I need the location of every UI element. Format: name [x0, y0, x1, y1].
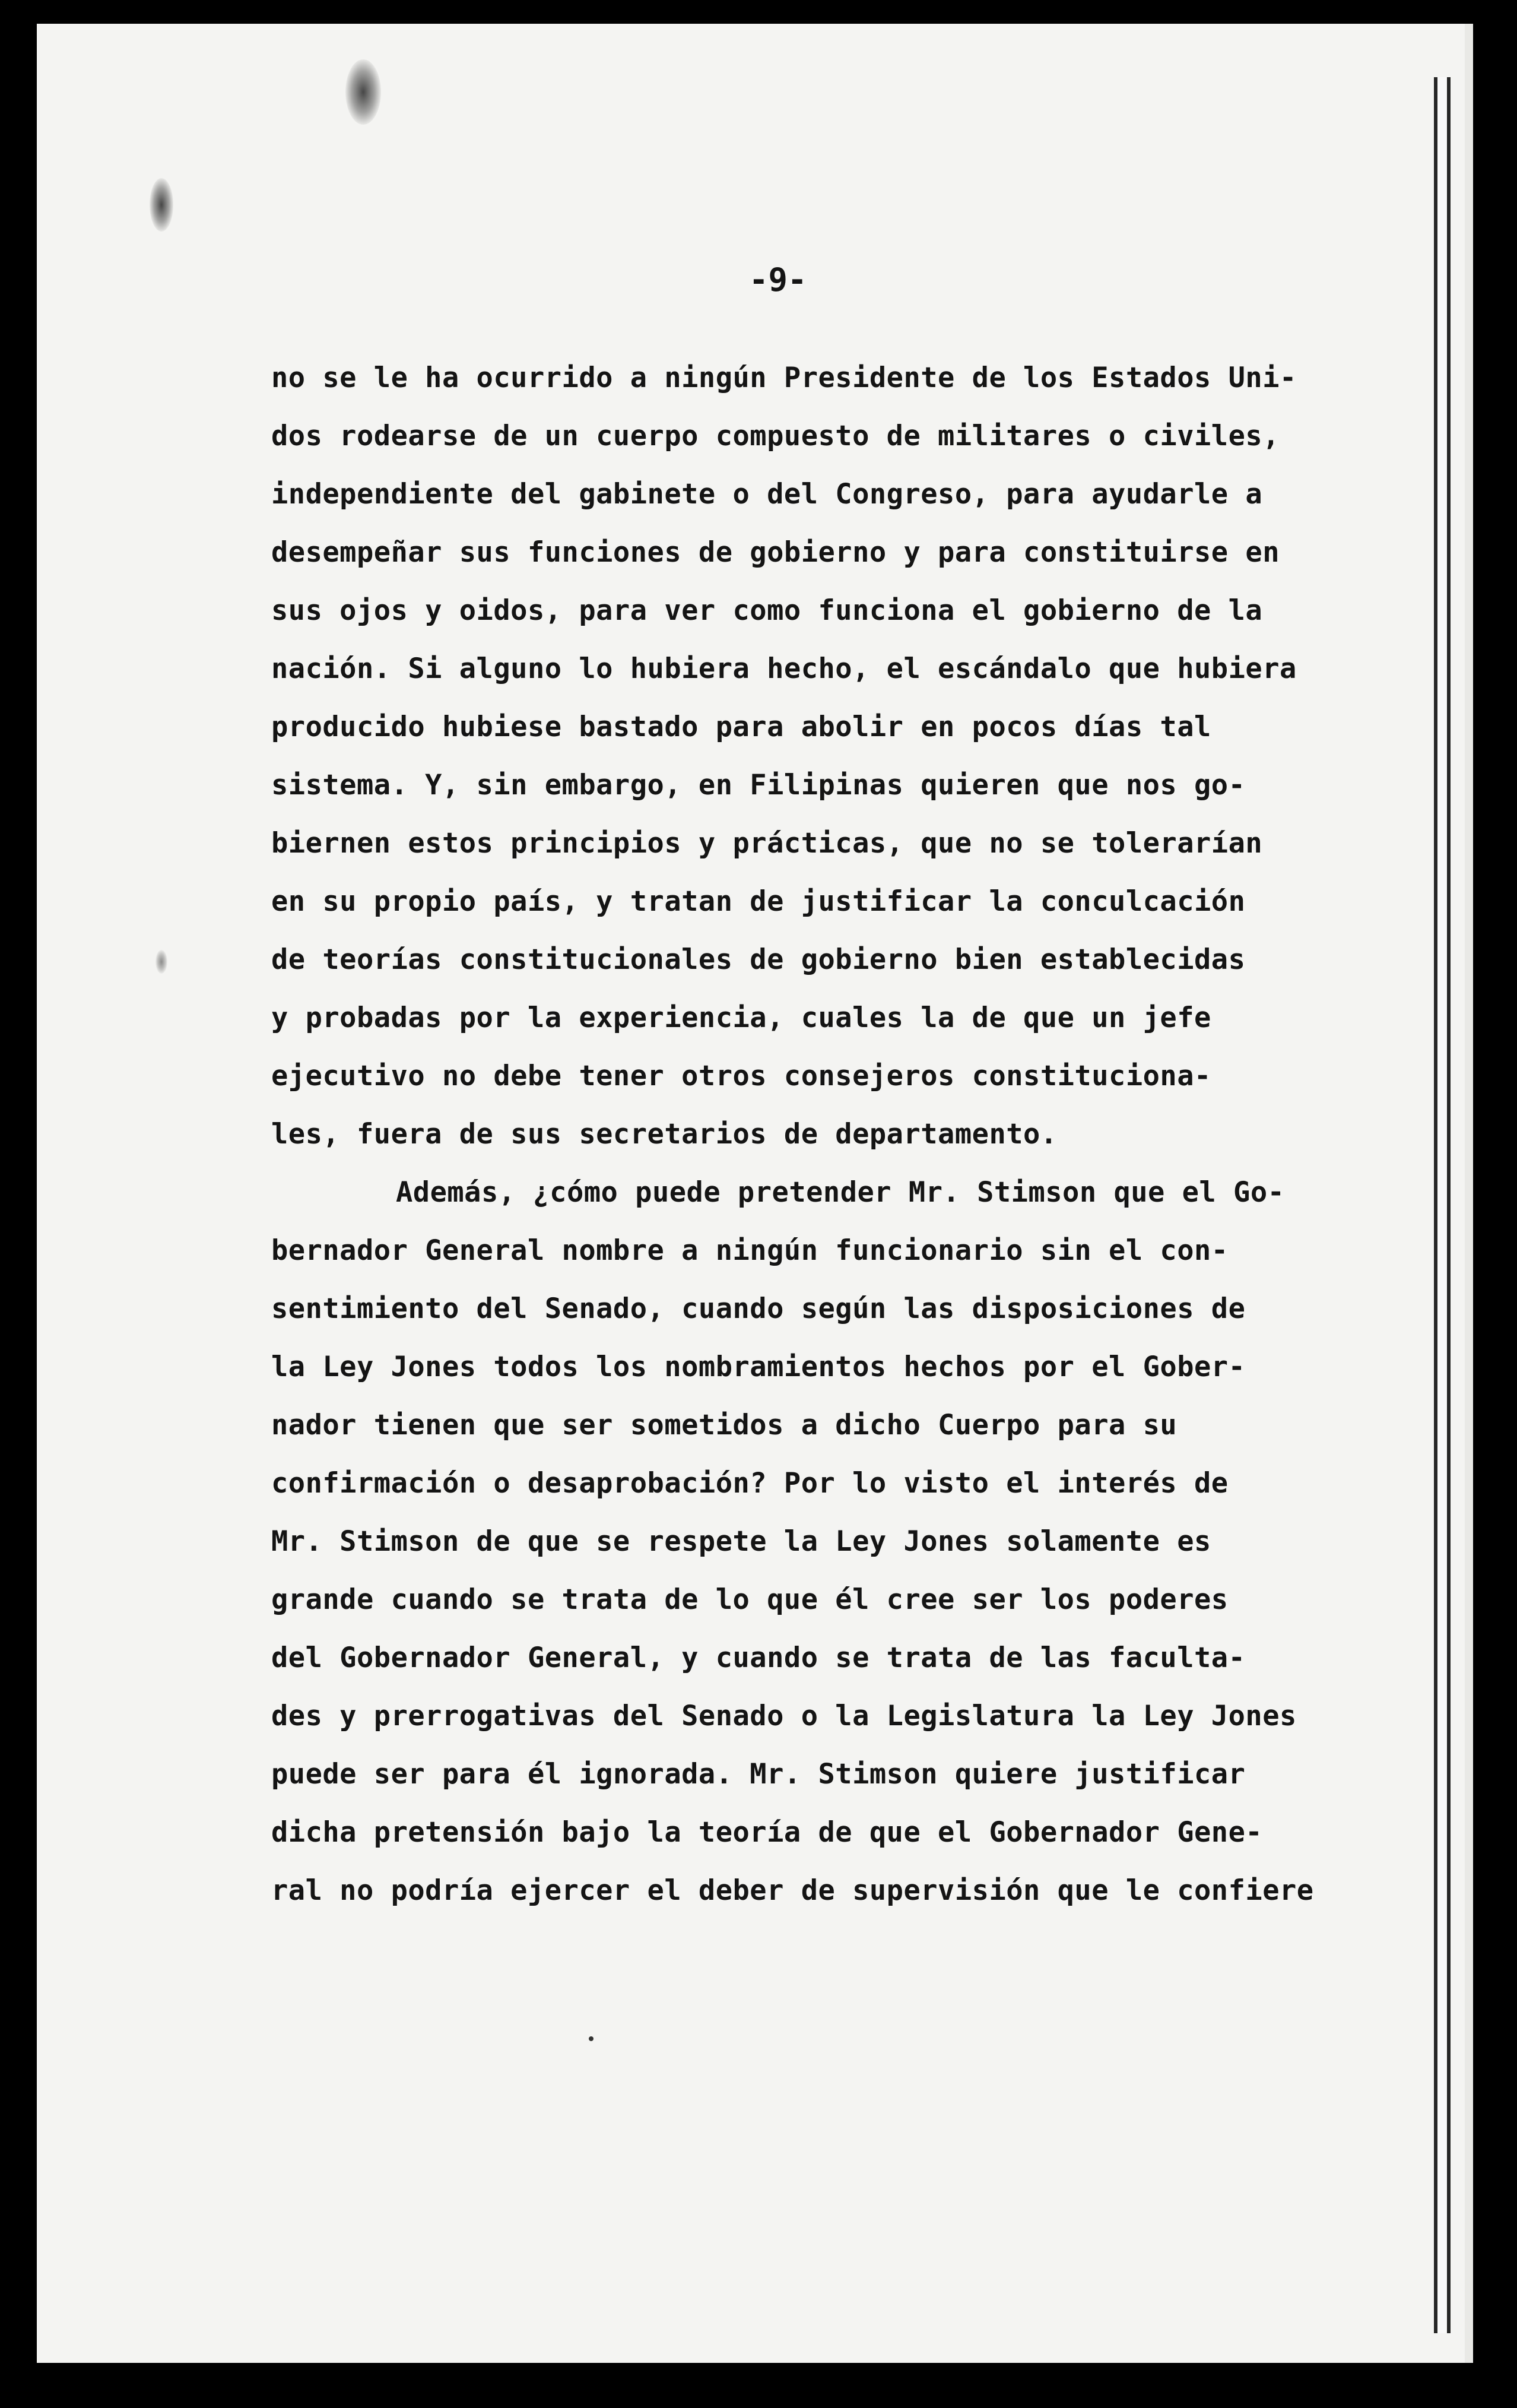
text-line: desempeñar sus funciones de gobierno y para constituirse en [271, 536, 1280, 569]
text-line: bernador General nombre a ningún funcionario sin el con- [271, 1234, 1229, 1267]
text-line: sistema. Y, sin embargo, en Filipinas quieren que nos go- [271, 769, 1246, 801]
text-line: ejecutivo no debe tener otros consejeros constituciona- [271, 1060, 1211, 1092]
ink-smudge [155, 950, 167, 974]
text-line: del Gobernador General, y cuando se trata de las faculta- [271, 1642, 1246, 1674]
text-line: nación. Si alguno lo hubiera hecho, el escándalo que hubiera [271, 652, 1297, 685]
text-line: la Ley Jones todos los nombramientos hechos por el Gober- [271, 1351, 1246, 1383]
text-line: nador tienen que ser sometidos a dicho Cuerpo para su [271, 1409, 1178, 1441]
text-line: puede ser para él ignorada. Mr. Stimson quiere justificar [271, 1758, 1246, 1791]
text-line: biernen estos principios y prácticas, que no se tolerarían [271, 827, 1263, 860]
page-number: -9- [749, 261, 807, 299]
text-line: les, fuera de sus secretarios de departamento. [271, 1118, 1058, 1151]
document-body [271, 349, 1417, 1920]
text-line: dicha pretensión bajo la teoría de que el Gobernador Gene- [271, 1816, 1263, 1849]
ink-smudge [345, 59, 381, 125]
text-line: y probadas por la experiencia, cuales la de que un jefe [271, 1002, 1211, 1034]
text-line: producido hubiese bastado para abolir en pocos días tal [271, 711, 1211, 743]
page-edge [1434, 77, 1451, 2333]
document-page [37, 24, 1473, 2363]
text-line: ral no podría ejercer el deber de supervisión que le confiere [271, 1874, 1314, 1907]
paragraph-start-line: Además, ¿cómo puede pretender Mr. Stimson que el Go- [396, 1176, 1285, 1209]
text-line: dos rodearse de un cuerpo compuesto de militares o civiles, [271, 420, 1280, 452]
text-line: Mr. Stimson de que se respete la Ley Jones solamente es [271, 1525, 1211, 1558]
text-line: des y prerrogativas del Senado o la Legislatura la Ley Jones [271, 1700, 1297, 1732]
text-line: de teorías constitucionales de gobierno bien establecidas [271, 943, 1246, 976]
text-line: independiente del gabinete o del Congreso, para ayudarle a [271, 478, 1263, 511]
ink-dot [589, 2036, 594, 2041]
text-line: confirmación o desaprobación? Por lo visto el interés de [271, 1467, 1229, 1500]
text-line: sus ojos y oidos, para ver como funciona el gobierno de la [271, 594, 1263, 627]
text-line: sentimiento del Senado, cuando según las disposiciones de [271, 1292, 1246, 1325]
ink-smudge [150, 178, 173, 232]
text-line: grande cuando se trata de lo que él cree ser los poderes [271, 1583, 1229, 1616]
text-line: en su propio país, y tratan de justificar la conculcación [271, 885, 1246, 918]
text-line: no se le ha ocurrido a ningún Presidente de los Estados Uni- [271, 362, 1297, 394]
